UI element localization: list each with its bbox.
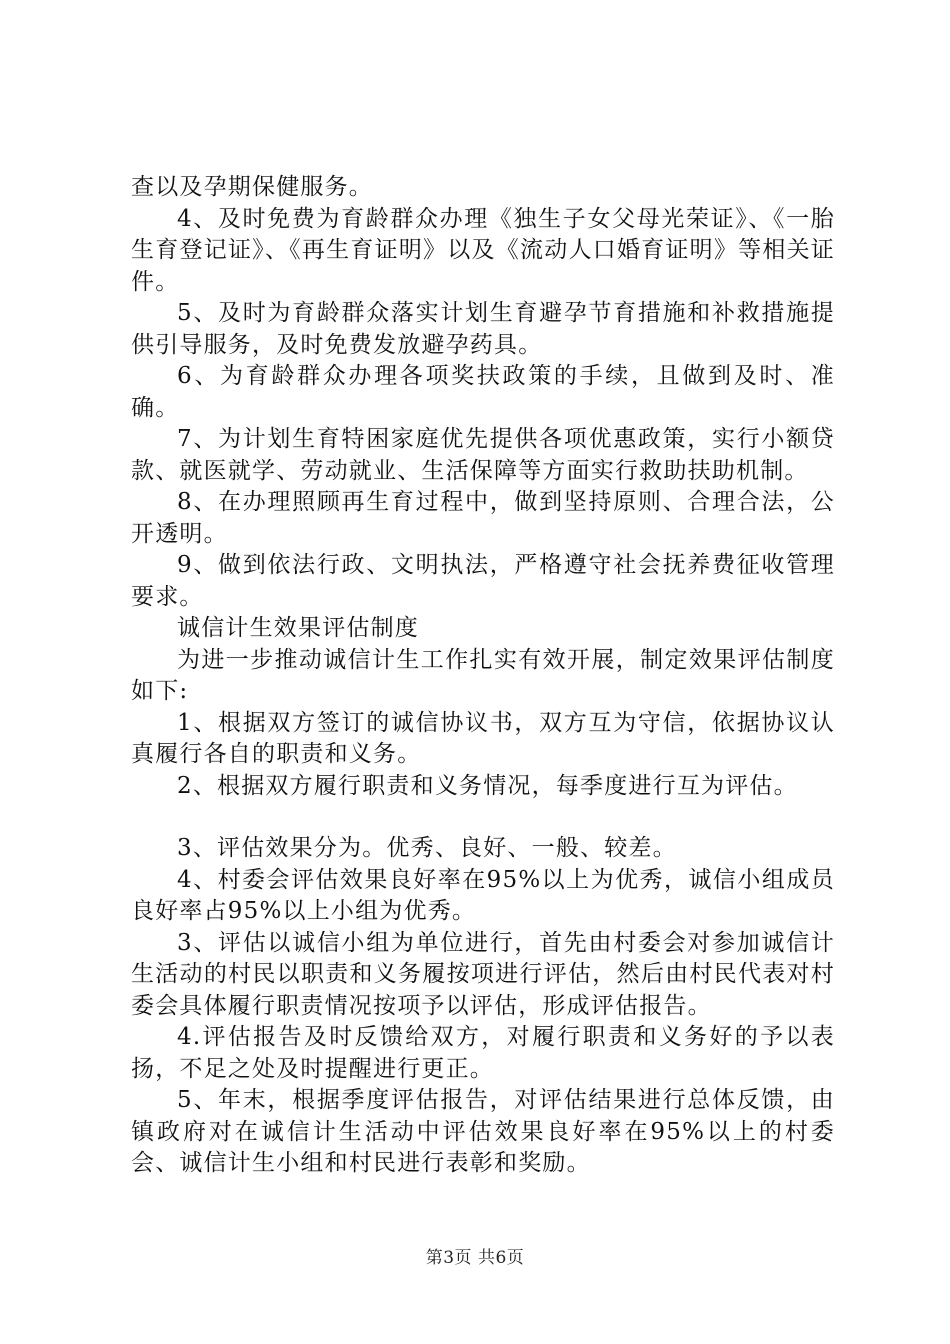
section-heading: 诚信计生效果评估制度 bbox=[177, 615, 419, 641]
page-number-footer: 第3页 共6页 bbox=[425, 1248, 525, 1268]
paragraph-item-6: 6、为育龄群众办理各项奖扶政策的手续，且做到及时、准确。 bbox=[131, 363, 835, 421]
blank-line bbox=[131, 802, 835, 833]
paragraph-item-7: 7、为计划生育特困家庭优先提供各项优惠政策，实行小额贷款、就医就学、劳动就业、生活保障等方面实行救助扶助机制。 bbox=[131, 426, 835, 484]
paragraph-item-5: 5、及时为育龄群众落实计划生育避孕节育措施和补救措施提供引导服务，及时免费发放避孕药具。 bbox=[131, 300, 835, 358]
rule-item-3b: 3、评估以诚信小组为单位进行，首先由村委会对参加诚信计生活动的村民以职责和义务履按项进行评估，然后由村民代表对村委会具体履行职责情况按项予以评估，形成评估报告。 bbox=[131, 929, 835, 1019]
paragraph-item-9: 9、做到依法行政、文明执法，严格遵守社会抚养费征收管理要求。 bbox=[131, 552, 835, 610]
rule-item-3: 3、评估效果分为。优秀、良好、一般、较差。 bbox=[177, 835, 677, 861]
paragraph-continuation: 查以及孕期保健服务。 bbox=[131, 174, 373, 200]
paragraph-item-4: 4、及时免费为育龄群众办理《独生子女父母光荣证》、《一胎生育登记证》、《再生育证明》以及《流动人口婚育证明》等相关证件。 bbox=[131, 205, 835, 295]
rule-item-2: 2、根据双方履行职责和义务情况，每季度进行互为评估。 bbox=[177, 772, 798, 799]
rule-item-5: 5、年末，根据季度评估报告，对评估结果进行总体反馈，由镇政府对在诚信计生活动中评估效果良好率在95%以上的村委会、诚信计生小组和村民进行表彰和奖励。 bbox=[131, 1087, 835, 1176]
rule-item-1: 1、根据双方签订的诚信协议书，双方互为守信，依据协议认真履行各自的职责和义务。 bbox=[131, 709, 835, 767]
document-body bbox=[131, 172, 835, 1180]
paragraph-item-8: 8、在办理照顾再生育过程中，做到坚持原则、合理合法，公开透明。 bbox=[131, 489, 835, 547]
rule-item-4: 4、村委会评估效果良好率在95%以上为优秀，诚信小组成员良好率占95%以上小组为优秀。 bbox=[131, 866, 835, 924]
section-intro: 为进一步推动诚信计生工作扎实有效开展，制定效果评估制度如下: bbox=[131, 646, 835, 704]
rule-item-4b: 4.评估报告及时反馈给双方，对履行职责和义务好的予以表扬，不足之处及时提醒进行更正。 bbox=[131, 1024, 835, 1082]
